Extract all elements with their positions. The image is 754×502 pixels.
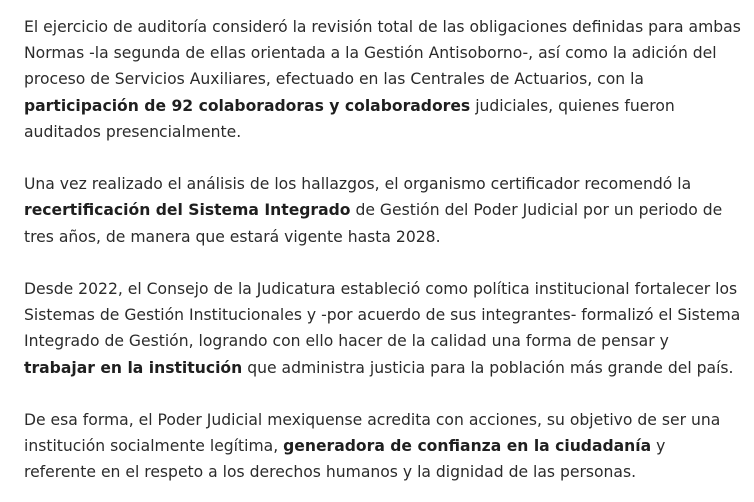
paragraph-text: de Gestión del Poder Judicial por un periodo de tres años, de manera que estará vigente hasta 2028. (24, 201, 723, 246)
paragraph-text: Desde 2022, el Consejo de la Judicatura estableció como política institucional fortalecer los Sistemas de Gestión Institucionales y -por acuerdo de sus integrantes- formalizó el Sistema Integrado de Gestión, logrando con ello hacer de la calidad una forma de pensar y (24, 280, 741, 351)
bold-highlight: participación de 92 colaboradoras y colaboradores (24, 96, 471, 115)
paragraph-text: De esa forma, el Poder Judicial mexiquense acredita con acciones, su objetivo de ser una institución socialmente legítima, (24, 411, 721, 456)
paragraph-text: que administra justicia para la población más grande del país. (242, 358, 734, 377)
bold-highlight: trabajar en la institución (24, 358, 243, 377)
paragraph-text: y referente en el respeto a los derechos humanos y la dignidad de las personas. (24, 437, 666, 482)
paragraph-text: El ejercicio de auditoría consideró la revisión total de las obligaciones definidas para ambas Normas -la segunda de ellas orientada a la Gestión Antisoborno-, así como la adición del proceso de Servicios Auxiliares, efectuado en las Centrales de Actuarios, con la (24, 18, 741, 89)
paragraph-audit (24, 14, 742, 145)
paragraph-institutional-policy (24, 276, 742, 381)
paragraph-recertification (24, 171, 742, 250)
paragraph-conclusion (24, 407, 742, 486)
paragraph-text: Una vez realizado el análisis de los hallazgos, el organismo certificador recomendó la (24, 175, 692, 194)
bold-highlight: recertificación del Sistema Integrado (24, 201, 351, 220)
paragraph-text: judiciales, quienes fueron auditados presencialmente. (24, 96, 675, 141)
bold-highlight: generadora de confianza en la ciudadanía (283, 437, 652, 456)
